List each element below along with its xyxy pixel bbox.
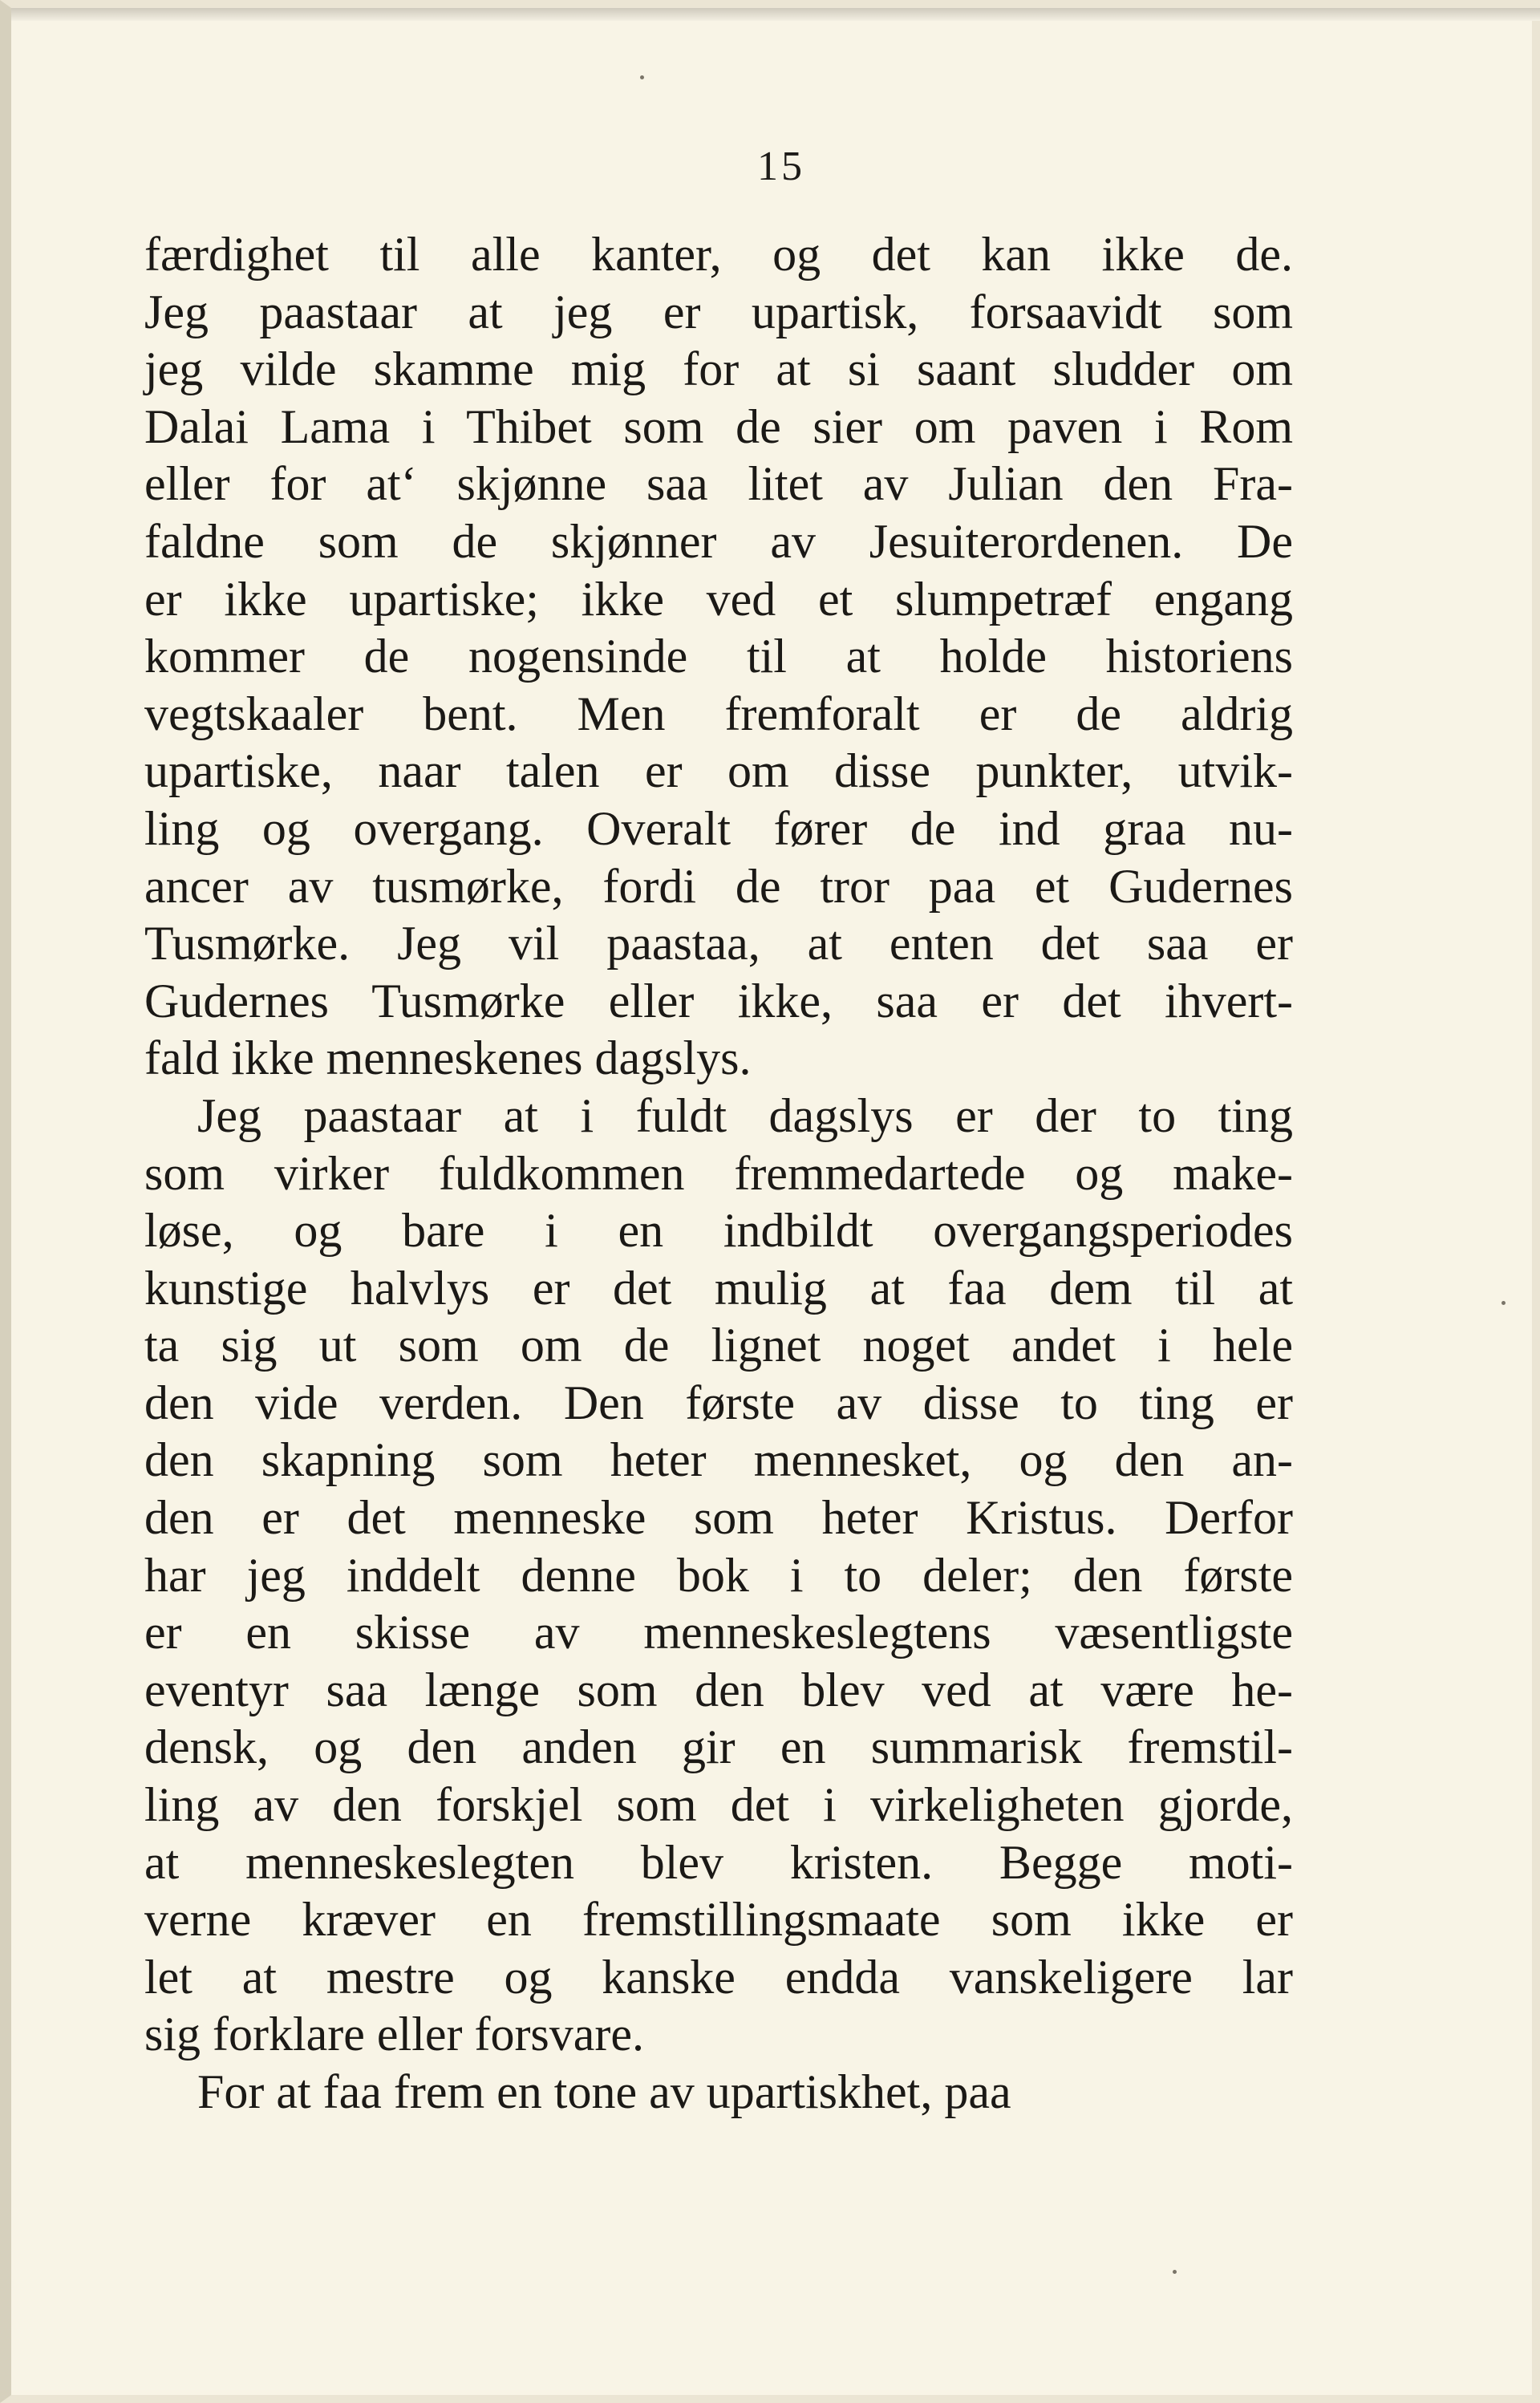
text-line: den vide verden. Den første av disse to ting er xyxy=(144,1376,1293,1429)
text-line: den skapning som heter mennesket, og den an- xyxy=(144,1433,1293,1487)
text-line: som virker fuldkommen fremmedartede og make- xyxy=(144,1146,1293,1200)
text-line: jeg vilde skamme mig for at si saant sludder om xyxy=(144,342,1293,396)
text-line: upartiske, naar talen er om disse punkter, utvik- xyxy=(144,744,1293,798)
text-line: ling av den forskjel som det i virkeligheten gjorde, xyxy=(144,1778,1293,1832)
text-line: let at mestre og kanske endda vanskeligere lar xyxy=(144,1950,1293,2004)
text-line: færdighet til alle kanter, og det kan ikke de. xyxy=(144,228,1293,281)
paper-speck xyxy=(1173,2270,1177,2274)
text-line: kunstige halvlys er det mulig at faa dem til at xyxy=(144,1261,1293,1315)
paper-speck xyxy=(640,75,644,79)
text-line: ta sig ut som om de lignet noget andet i hele xyxy=(144,1319,1293,1372)
text-line: fald ikke menneskenes dagslys. xyxy=(144,1031,752,1085)
body-text xyxy=(144,226,1293,2121)
text-line: ancer av tusmørke, fordi de tror paa et Gudernes xyxy=(144,859,1293,913)
text-line: kommer de nogensinde til at holde historiens xyxy=(144,630,1293,683)
text-line: er ikke upartiske; ikke ved et slumpetræf engang xyxy=(144,572,1293,626)
text-line: vegtskaaler bent. Men fremforalt er de aldrig xyxy=(144,687,1293,740)
text-line: Dalai Lama i Thibet som de sier om paven i Rom xyxy=(144,399,1293,453)
text-line: eller for at‘ skjønne saa litet av Julian den Fra- xyxy=(144,457,1293,511)
text-line: har jeg inddelt denne bok i to deler; den første xyxy=(144,1548,1293,1602)
text-line: ling og overgang. Overalt fører de ind graa nu- xyxy=(144,801,1293,855)
text-line: Jeg paastaar at i fuldt dagslys er der to ting xyxy=(197,1088,1293,1142)
text-line: densk, og den anden gir en summarisk fremstil- xyxy=(144,1720,1293,1774)
text-line: Tusmørke. Jeg vil paastaa, at enten det saa er xyxy=(144,917,1293,971)
text-line: sig forklare eller forsvare. xyxy=(144,2008,645,2061)
page-number: 15 xyxy=(757,144,805,189)
text-line: verne kræver en fremstillingsmaate som ikke er xyxy=(144,1893,1293,1947)
text-line: eventyr saa længe som den blev ved at være he- xyxy=(144,1663,1293,1716)
text-line: løse, og bare i en indbildt overgangsperiodes xyxy=(144,1204,1293,1258)
page-top-edge xyxy=(11,8,1540,21)
text-line: Jeg paastaar at jeg er upartisk, forsaavidt som xyxy=(144,285,1293,338)
text-line: at menneskeslegten blev kristen. Begge moti- xyxy=(144,1835,1293,1889)
text-line: faldne som de skjønner av Jesuiterordenen. De xyxy=(144,514,1293,568)
text-line: er en skisse av menneskeslegtens væsentligste xyxy=(144,1606,1293,1659)
text-line: den er det menneske som heter Kristus. Derfor xyxy=(144,1491,1293,1545)
text-line: For at faa frem en tone av upartiskhet, paa xyxy=(197,2065,1011,2118)
text-line: Gudernes Tusmørke eller ikke, saa er det ihvert- xyxy=(144,974,1293,1027)
paper-speck xyxy=(1502,1301,1506,1305)
